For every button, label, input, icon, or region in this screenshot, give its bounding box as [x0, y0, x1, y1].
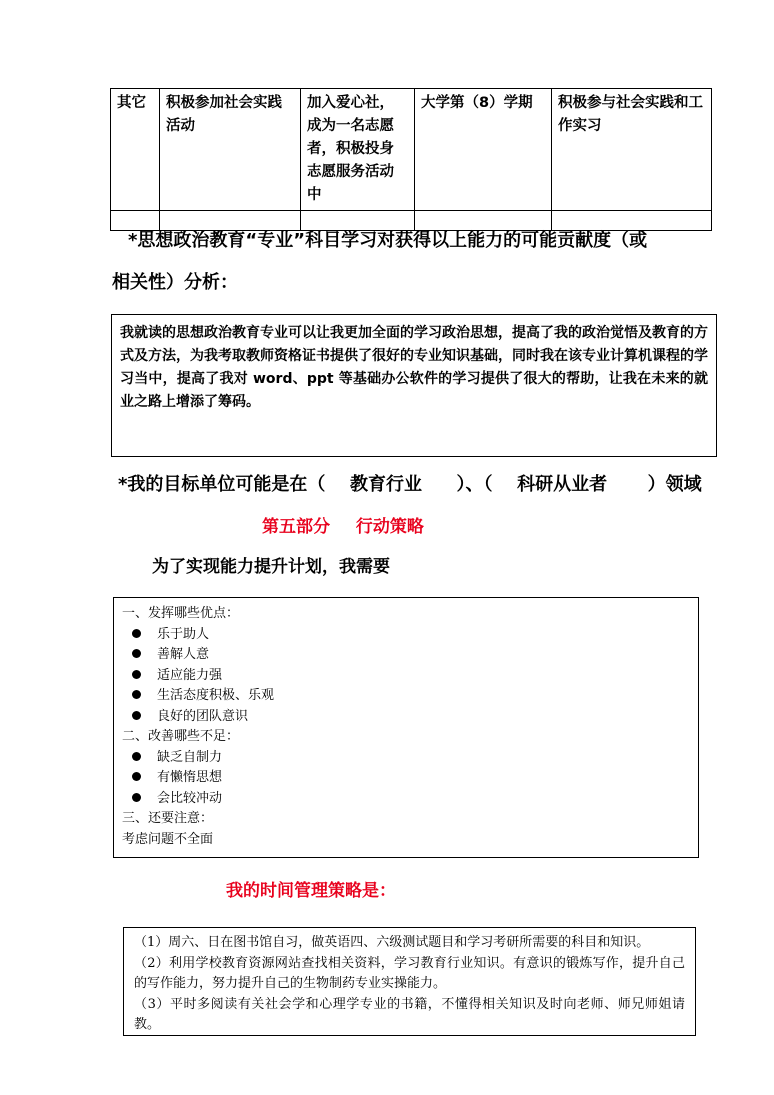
- target-middle: ）、（: [456, 474, 493, 495]
- table-cell: 其它: [111, 89, 160, 211]
- list-item-label: 乐于助人: [157, 626, 210, 642]
- list-item: [122, 625, 690, 646]
- time-title: 我的时间管理策略是：: [226, 881, 396, 901]
- bullet-icon: [132, 670, 141, 679]
- contribution-box: [111, 314, 717, 457]
- list-item-label: 缺乏自制力: [157, 749, 223, 765]
- table-row: [111, 89, 712, 211]
- contribution-text: 我就读的思想政治教育专业可以让我更加全面的学习政治思想，提高了我的政治觉悟及教育的方式及方法，为我考取教师资格证书提供了很好的专业知识基础，同时我在该专业计算机课程的学习当中，提高了我对 word、ppt 等基础办公软件的学习提供了很大的帮助，让我在未来的就业之路上增添了筹码。: [120, 325, 708, 410]
- bullet-icon: [132, 793, 141, 802]
- plan-note: 考虑问题不全面: [122, 831, 214, 847]
- activity-table: [110, 88, 712, 231]
- list-item: [122, 748, 690, 769]
- target-field-1: 教育行业: [349, 474, 422, 495]
- list-item: [122, 768, 690, 789]
- table-cell: 积极参与社会实践和工作实习: [552, 89, 712, 211]
- list-item: [122, 686, 690, 707]
- section-intro: 为了实现能力提升计划，我需要: [152, 557, 390, 577]
- list-item-label: 良好的团队意识: [157, 708, 249, 724]
- plan-box: [113, 597, 699, 858]
- plan-heading-2: 二、改善哪些不足：: [122, 729, 240, 744]
- list-item-label: 有懒惰思想: [157, 770, 223, 785]
- target-suffix: ）领域: [647, 474, 702, 495]
- section-part: 第五部分: [262, 517, 330, 537]
- bullet-icon: [132, 690, 141, 699]
- list-item: [122, 707, 690, 728]
- target-prefix: *我的目标单位可能是在（: [118, 474, 326, 495]
- time-item: （1）周六、日在图书馆自习，做英语四、六级测试题目和学习考研所需要的科目和知识。: [134, 935, 650, 950]
- list-item-label: 会比较冲动: [157, 790, 223, 806]
- section-name: 行动策略: [355, 517, 424, 537]
- plan-heading-1: 一、发挥哪些优点：: [122, 606, 240, 621]
- list-item-label: 生活态度积极、乐观: [157, 688, 275, 703]
- target-line: [118, 470, 702, 496]
- time-box: [123, 927, 696, 1036]
- list-item-label: 适应能力强: [157, 667, 223, 683]
- section-title: [262, 512, 424, 537]
- target-field-2: 科研从业者: [517, 474, 608, 495]
- list-item: [122, 789, 690, 810]
- time-item: （3）平时多阅读有关社会学和心理学专业的书籍，不懂得相关知识及时向老师、师兄师姐请教。: [134, 996, 685, 1032]
- plan-heading-3: 三、还要注意：: [122, 811, 214, 826]
- table-cell: 大学第（8）学期: [415, 89, 552, 211]
- table-cell: 加入爱心社，成为一名志愿者，积极投身志愿服务活动中: [301, 89, 415, 211]
- list-item-label: 善解人意: [157, 647, 210, 662]
- bullet-icon: [132, 752, 141, 761]
- bullet-icon: [132, 711, 141, 720]
- list-item: [122, 645, 690, 666]
- list-item: [122, 666, 690, 687]
- bullet-icon: [132, 772, 141, 781]
- contribution-heading-line2: 相关性）分析：: [112, 272, 238, 293]
- bullet-icon: [132, 629, 141, 638]
- contribution-heading-line1: *思想政治教育“专业”科目学习对获得以上能力的可能贡献度（或: [128, 230, 648, 251]
- table-cell: 积极参加社会实践活动: [160, 89, 301, 211]
- bullet-icon: [132, 649, 141, 658]
- time-item: （2）利用学校教育资源网站查找相关资料，学习教育行业知识。有意识的锻炼写作，提升自己的写作能力，努力提升自己的生物制药专业实操能力。: [134, 955, 685, 991]
